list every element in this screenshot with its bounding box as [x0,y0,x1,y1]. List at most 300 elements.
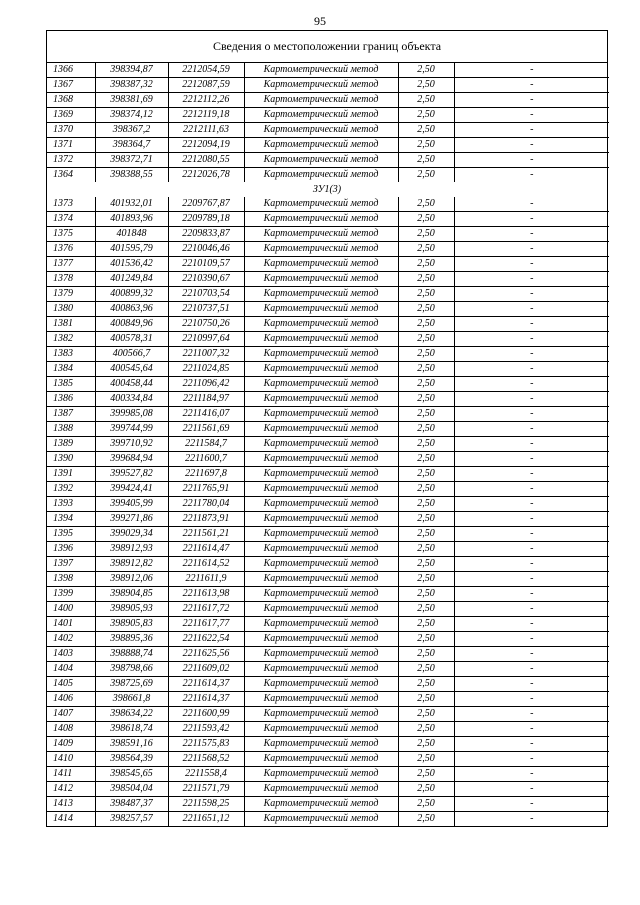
x-coordinate-cell: 398364,7 [95,138,168,153]
x-coordinate-cell: 399527,82 [95,467,168,482]
description-cell: - [454,63,609,78]
description-cell: - [454,812,609,827]
point-number-cell: 1406 [47,692,95,707]
table-row [47,108,609,123]
method-cell: Картометрический метод [244,467,398,482]
coordinates-table [47,63,609,826]
description-cell: - [454,452,609,467]
point-number-cell: 1388 [47,422,95,437]
table-row [47,138,609,153]
point-number-cell: 1410 [47,752,95,767]
point-number-cell: 1403 [47,647,95,662]
description-cell: - [454,602,609,617]
x-coordinate-cell: 400863,96 [95,302,168,317]
accuracy-cell: 2,50 [398,482,454,497]
y-coordinate-cell: 2209767,87 [168,197,244,212]
method-cell: Картометрический метод [244,617,398,632]
method-cell: Картометрический метод [244,452,398,467]
point-number-cell: 1390 [47,452,95,467]
method-cell: Картометрический метод [244,527,398,542]
description-cell: - [454,212,609,227]
method-cell: Картометрический метод [244,377,398,392]
description-cell: - [454,542,609,557]
accuracy-cell: 2,50 [398,722,454,737]
point-number-cell: 1370 [47,123,95,138]
accuracy-cell: 2,50 [398,138,454,153]
table-row [47,242,609,257]
y-coordinate-cell: 2211611,9 [168,572,244,587]
accuracy-cell: 2,50 [398,617,454,632]
accuracy-cell: 2,50 [398,392,454,407]
boundary-table-sheet [46,30,608,827]
y-coordinate-cell: 2212094,19 [168,138,244,153]
description-cell: - [454,123,609,138]
x-coordinate-cell: 400458,44 [95,377,168,392]
method-cell: Картометрический метод [244,632,398,647]
description-cell: - [454,422,609,437]
description-cell: - [454,437,609,452]
description-cell: - [454,557,609,572]
table-row [47,752,609,767]
point-number-cell: 1382 [47,332,95,347]
point-number-cell: 1369 [47,108,95,123]
accuracy-cell: 2,50 [398,677,454,692]
point-number-cell: 1414 [47,812,95,827]
method-cell: Картометрический метод [244,572,398,587]
x-coordinate-cell: 398372,71 [95,153,168,168]
accuracy-cell: 2,50 [398,452,454,467]
accuracy-cell: 2,50 [398,63,454,78]
x-coordinate-cell: 398257,57 [95,812,168,827]
description-cell: - [454,677,609,692]
table-row [47,287,609,302]
method-cell: Картометрический метод [244,63,398,78]
description-cell: - [454,197,609,212]
method-cell: Картометрический метод [244,542,398,557]
accuracy-cell: 2,50 [398,78,454,93]
x-coordinate-cell: 399405,99 [95,497,168,512]
point-number-cell: 1385 [47,377,95,392]
accuracy-cell: 2,50 [398,767,454,782]
table-row [47,572,609,587]
x-coordinate-cell: 398564,39 [95,752,168,767]
table-row [47,602,609,617]
x-coordinate-cell: 399710,92 [95,437,168,452]
y-coordinate-cell: 2211622,54 [168,632,244,647]
description-cell: - [454,527,609,542]
x-coordinate-cell: 399985,08 [95,407,168,422]
y-coordinate-cell: 2211558,4 [168,767,244,782]
table-row [47,587,609,602]
accuracy-cell: 2,50 [398,108,454,123]
y-coordinate-cell: 2211614,47 [168,542,244,557]
method-cell: Картометрический метод [244,722,398,737]
table-row [47,617,609,632]
x-coordinate-cell: 400545,64 [95,362,168,377]
table-row [47,78,609,93]
method-cell: Картометрический метод [244,123,398,138]
x-coordinate-cell: 398387,32 [95,78,168,93]
description-cell: - [454,587,609,602]
method-cell: Картометрический метод [244,153,398,168]
method-cell: Картометрический метод [244,272,398,287]
table-row [47,767,609,782]
point-number-cell: 1374 [47,212,95,227]
point-number-cell: 1404 [47,662,95,677]
accuracy-cell: 2,50 [398,212,454,227]
description-cell: - [454,347,609,362]
method-cell: Картометрический метод [244,227,398,242]
y-coordinate-cell: 2212111,63 [168,123,244,138]
x-coordinate-cell: 399424,41 [95,482,168,497]
method-cell: Картометрический метод [244,797,398,812]
point-number-cell: 1400 [47,602,95,617]
table-row [47,482,609,497]
point-number-cell: 1396 [47,542,95,557]
table-row [47,422,609,437]
table-row [47,377,609,392]
method-cell: Картометрический метод [244,602,398,617]
y-coordinate-cell: 2211568,52 [168,752,244,767]
table-row [47,197,609,212]
y-coordinate-cell: 2210750,26 [168,317,244,332]
accuracy-cell: 2,50 [398,797,454,812]
table-row [47,467,609,482]
accuracy-cell: 2,50 [398,587,454,602]
point-number-cell: 1384 [47,362,95,377]
table-title: Сведения о местоположении границ объекта [47,31,607,63]
y-coordinate-cell: 2211600,99 [168,707,244,722]
x-coordinate-cell: 398545,65 [95,767,168,782]
description-cell: - [454,168,609,183]
accuracy-cell: 2,50 [398,662,454,677]
method-cell: Картометрический метод [244,647,398,662]
accuracy-cell: 2,50 [398,347,454,362]
table-row [47,542,609,557]
table-row [47,782,609,797]
method-cell: Картометрический метод [244,662,398,677]
point-number-cell: 1409 [47,737,95,752]
x-coordinate-cell: 398798,66 [95,662,168,677]
y-coordinate-cell: 2211184,97 [168,392,244,407]
description-cell: - [454,512,609,527]
table-row [47,332,609,347]
method-cell: Картометрический метод [244,707,398,722]
table-row [47,302,609,317]
accuracy-cell: 2,50 [398,512,454,527]
y-coordinate-cell: 2211096,42 [168,377,244,392]
description-cell: - [454,767,609,782]
accuracy-cell: 2,50 [398,557,454,572]
y-coordinate-cell: 2211873,91 [168,512,244,527]
accuracy-cell: 2,50 [398,647,454,662]
x-coordinate-cell: 398888,74 [95,647,168,662]
x-coordinate-cell: 401249,84 [95,272,168,287]
accuracy-cell: 2,50 [398,123,454,138]
table-row [47,662,609,677]
table-body-part-a [47,63,609,182]
y-coordinate-cell: 2212054,59 [168,63,244,78]
y-coordinate-cell: 2210703,54 [168,287,244,302]
point-number-cell: 1399 [47,587,95,602]
point-number-cell: 1364 [47,168,95,183]
y-coordinate-cell: 2211416,07 [168,407,244,422]
description-cell: - [454,647,609,662]
y-coordinate-cell: 2211651,12 [168,812,244,827]
point-number-cell: 1398 [47,572,95,587]
method-cell: Картометрический метод [244,407,398,422]
description-cell: - [454,78,609,93]
accuracy-cell: 2,50 [398,302,454,317]
table-row [47,707,609,722]
description-cell: - [454,692,609,707]
point-number-cell: 1377 [47,257,95,272]
description-cell: - [454,467,609,482]
accuracy-cell: 2,50 [398,692,454,707]
method-cell: Картометрический метод [244,737,398,752]
table-row [47,317,609,332]
method-cell: Картометрический метод [244,108,398,123]
table-row [47,437,609,452]
x-coordinate-cell: 398381,69 [95,93,168,108]
description-cell: - [454,797,609,812]
point-number-cell: 1392 [47,482,95,497]
method-cell: Картометрический метод [244,347,398,362]
accuracy-cell: 2,50 [398,272,454,287]
point-number-cell: 1383 [47,347,95,362]
description-cell: - [454,752,609,767]
y-coordinate-cell: 2212080,55 [168,153,244,168]
table-row [47,647,609,662]
point-number-cell: 1412 [47,782,95,797]
y-coordinate-cell: 2211600,7 [168,452,244,467]
table-row [47,797,609,812]
y-coordinate-cell: 2212119,18 [168,108,244,123]
description-cell: - [454,332,609,347]
description-cell: - [454,138,609,153]
method-cell: Картометрический метод [244,168,398,183]
method-cell: Картометрический метод [244,317,398,332]
x-coordinate-cell: 399744,99 [95,422,168,437]
y-coordinate-cell: 2211593,42 [168,722,244,737]
description-cell: - [454,302,609,317]
x-coordinate-cell: 398618,74 [95,722,168,737]
y-coordinate-cell: 2211598,25 [168,797,244,812]
table-row [47,272,609,287]
description-cell: - [454,242,609,257]
y-coordinate-cell: 2211617,72 [168,602,244,617]
y-coordinate-cell: 2212026,78 [168,168,244,183]
accuracy-cell: 2,50 [398,153,454,168]
description-cell: - [454,93,609,108]
y-coordinate-cell: 2211584,7 [168,437,244,452]
point-number-cell: 1380 [47,302,95,317]
table-row [47,93,609,108]
table-row [47,452,609,467]
accuracy-cell: 2,50 [398,527,454,542]
table-row [47,227,609,242]
y-coordinate-cell: 2211614,52 [168,557,244,572]
page-number: 95 [314,14,326,28]
accuracy-cell: 2,50 [398,362,454,377]
table-row [47,812,609,827]
method-cell: Картометрический метод [244,557,398,572]
x-coordinate-cell: 398367,2 [95,123,168,138]
point-number-cell: 1407 [47,707,95,722]
method-cell: Картометрический метод [244,587,398,602]
accuracy-cell: 2,50 [398,782,454,797]
description-cell: - [454,707,609,722]
x-coordinate-cell: 398905,93 [95,602,168,617]
method-cell: Картометрический метод [244,302,398,317]
point-number-cell: 1375 [47,227,95,242]
point-number-cell: 1371 [47,138,95,153]
y-coordinate-cell: 2212112,26 [168,93,244,108]
accuracy-cell: 2,50 [398,707,454,722]
y-coordinate-cell: 2211561,69 [168,422,244,437]
method-cell: Картометрический метод [244,93,398,108]
point-number-cell: 1376 [47,242,95,257]
method-cell: Картометрический метод [244,677,398,692]
table-row [47,392,609,407]
x-coordinate-cell: 399684,94 [95,452,168,467]
x-coordinate-cell: 398388,55 [95,168,168,183]
point-number-cell: 1386 [47,392,95,407]
point-number-cell: 1372 [47,153,95,168]
method-cell: Картометрический метод [244,812,398,827]
section-label: ЗУ1(3) [312,183,342,195]
method-cell: Картометрический метод [244,482,398,497]
table-row [47,347,609,362]
method-cell: Картометрический метод [244,138,398,153]
description-cell: - [454,617,609,632]
point-number-cell: 1387 [47,407,95,422]
point-number-cell: 1379 [47,287,95,302]
point-number-cell: 1381 [47,317,95,332]
table-row [47,497,609,512]
x-coordinate-cell: 398504,04 [95,782,168,797]
y-coordinate-cell: 2211697,8 [168,467,244,482]
y-coordinate-cell: 2210390,67 [168,272,244,287]
x-coordinate-cell: 398912,82 [95,557,168,572]
x-coordinate-cell: 399029,34 [95,527,168,542]
x-coordinate-cell: 398912,93 [95,542,168,557]
method-cell: Картометрический метод [244,692,398,707]
section-row [47,182,609,197]
table-body-part-b [47,197,609,826]
point-number-cell: 1368 [47,93,95,108]
table-row [47,63,609,78]
x-coordinate-cell: 398895,36 [95,632,168,647]
y-coordinate-cell: 2211609,02 [168,662,244,677]
method-cell: Картометрический метод [244,242,398,257]
section-header [47,182,609,197]
accuracy-cell: 2,50 [398,257,454,272]
y-coordinate-cell: 2211614,37 [168,677,244,692]
method-cell: Картометрический метод [244,197,398,212]
description-cell: - [454,407,609,422]
accuracy-cell: 2,50 [398,332,454,347]
point-number-cell: 1373 [53,197,73,209]
x-coordinate-cell: 400899,32 [95,287,168,302]
x-coordinate-cell: 398661,8 [95,692,168,707]
accuracy-cell: 2,50 [398,93,454,108]
y-coordinate-cell: 2211571,79 [168,782,244,797]
description-cell: - [454,317,609,332]
table-row [47,677,609,692]
x-coordinate-cell: 398487,37 [95,797,168,812]
description-cell: - [454,272,609,287]
point-number-cell: 1366 [53,64,73,76]
method-cell: Картометрический метод [244,287,398,302]
description-cell: - [454,572,609,587]
point-number-cell: 1395 [47,527,95,542]
method-cell: Картометрический метод [244,332,398,347]
y-coordinate-cell: 2211625,56 [168,647,244,662]
description-cell: - [454,287,609,302]
description-cell: - [454,782,609,797]
point-number-cell: 1393 [47,497,95,512]
point-number-cell: 1402 [47,632,95,647]
table-row [47,737,609,752]
description-cell: - [454,482,609,497]
method-cell: Картометрический метод [244,497,398,512]
accuracy-cell: 2,50 [398,377,454,392]
x-coordinate-cell: 401893,96 [95,212,168,227]
table-row [47,512,609,527]
method-cell: Картометрический метод [244,392,398,407]
x-coordinate-cell: 401595,79 [95,242,168,257]
point-number-cell: 1394 [47,512,95,527]
x-coordinate-cell: 399271,86 [95,512,168,527]
x-coordinate-cell: 398904,85 [95,587,168,602]
x-coordinate-cell: 400334,84 [95,392,168,407]
point-number-cell: 1378 [47,272,95,287]
description-cell: - [454,108,609,123]
y-coordinate-cell: 2210046,46 [168,242,244,257]
method-cell: Картометрический метод [244,437,398,452]
accuracy-cell: 2,50 [398,242,454,257]
accuracy-cell: 2,50 [398,227,454,242]
description-cell: - [454,722,609,737]
table-row [47,362,609,377]
description-cell: - [454,377,609,392]
x-coordinate-cell: 398591,16 [95,737,168,752]
x-coordinate-cell: 398725,69 [95,677,168,692]
accuracy-cell: 2,50 [398,407,454,422]
x-coordinate-cell: 401536,42 [95,257,168,272]
accuracy-cell: 2,50 [398,422,454,437]
description-cell: - [454,153,609,168]
table-row [47,407,609,422]
table-row [47,632,609,647]
point-number-cell: 1367 [47,78,95,93]
table-row [47,212,609,227]
table-row [47,557,609,572]
y-coordinate-cell: 2211613,98 [168,587,244,602]
y-coordinate-cell: 2210737,51 [168,302,244,317]
method-cell: Картометрический метод [244,362,398,377]
table-row [47,692,609,707]
accuracy-cell: 2,50 [398,497,454,512]
method-cell: Картометрический метод [244,782,398,797]
x-coordinate-cell: 400566,7 [95,347,168,362]
description-cell: - [454,362,609,377]
accuracy-cell: 2,50 [398,197,454,212]
table-row [47,168,609,183]
accuracy-cell: 2,50 [398,467,454,482]
y-coordinate-cell: 2210109,57 [168,257,244,272]
